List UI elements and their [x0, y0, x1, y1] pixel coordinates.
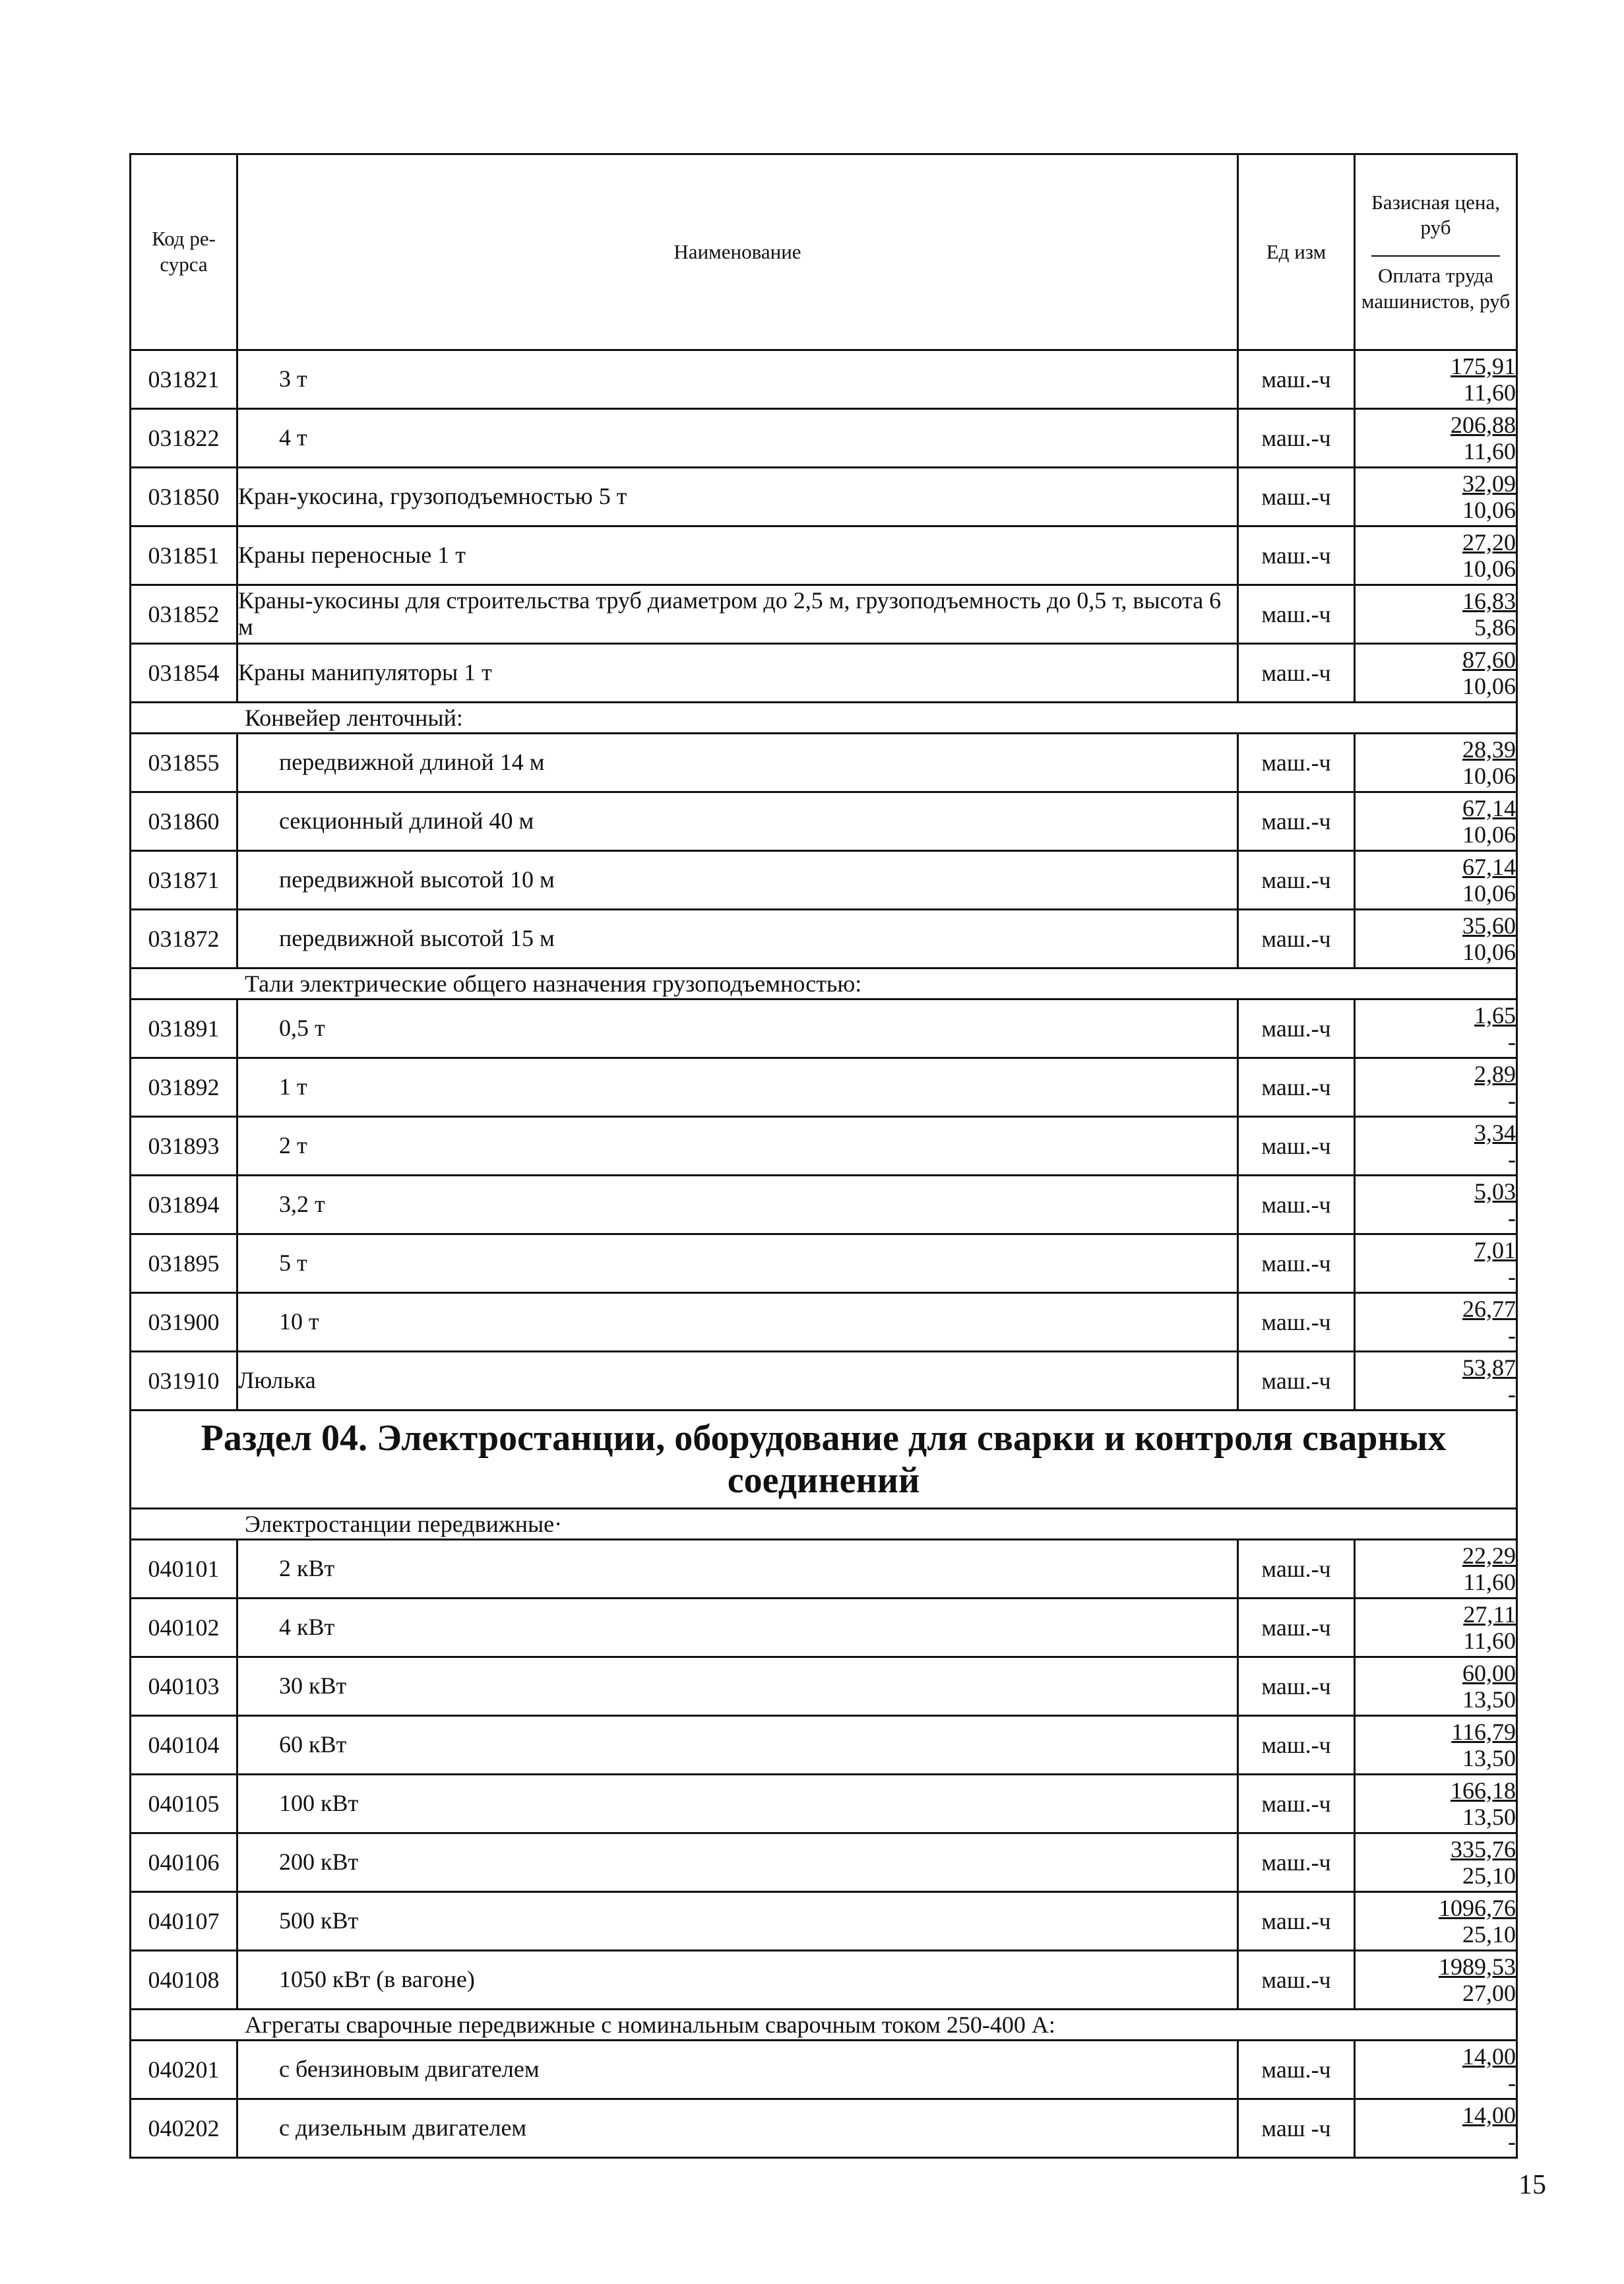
- table-row: [131, 468, 1517, 526]
- base-price: 1989,53: [1439, 1953, 1516, 1980]
- resource-code: 031910: [131, 1352, 237, 1411]
- resource-name: 2 кВт: [237, 1540, 1238, 1599]
- base-price: 14,00: [1462, 2101, 1516, 2128]
- unit-of-measure: маш.-ч: [1238, 1117, 1355, 1176]
- table-row: [131, 1716, 1517, 1775]
- operator-pay: 11,60: [1463, 379, 1516, 406]
- resource-name: передвижной высотой 10 м: [237, 851, 1238, 910]
- table-row: [131, 999, 1517, 1058]
- resource-code: 031821: [131, 350, 237, 409]
- group-heading: Агрегаты сварочные передвижные с номинальным сварочным током 250-400 А:: [131, 2010, 1517, 2041]
- resource-name: 100 кВт: [237, 1775, 1238, 1833]
- resource-name: Люлька: [237, 1352, 1238, 1411]
- unit-of-measure: маш.-ч: [1238, 910, 1355, 968]
- unit-of-measure: маш.-ч: [1238, 734, 1355, 792]
- resource-code: 031892: [131, 1058, 237, 1117]
- base-price: 1,65: [1474, 1001, 1516, 1029]
- table-row: [131, 910, 1517, 968]
- operator-pay: -: [1508, 1087, 1516, 1114]
- operator-pay: 10,06: [1462, 880, 1516, 906]
- group-heading-row: [131, 703, 1517, 734]
- operator-pay: 10,06: [1462, 939, 1516, 965]
- base-price: 1096,76: [1439, 1894, 1516, 1921]
- price-cell: [1355, 1833, 1517, 1892]
- operator-pay: 11,60: [1463, 438, 1516, 464]
- operator-pay: 5,86: [1474, 614, 1516, 641]
- table-row: [131, 1234, 1517, 1293]
- resource-code: 031894: [131, 1176, 237, 1234]
- unit-of-measure: маш.-ч: [1238, 585, 1355, 644]
- unit-of-measure: маш.-ч: [1238, 409, 1355, 468]
- base-price: 7,01: [1474, 1236, 1516, 1263]
- price-cell: [1355, 1352, 1517, 1411]
- table-header-row: [131, 154, 1517, 350]
- resource-code: 040103: [131, 1657, 237, 1716]
- operator-pay: 10,06: [1462, 673, 1516, 699]
- resource-code: 031895: [131, 1234, 237, 1293]
- table-row: [131, 1951, 1517, 2010]
- price-cell: [1355, 585, 1517, 644]
- table-row: [131, 1657, 1517, 1716]
- base-price: 166,18: [1451, 1777, 1516, 1804]
- price-cell: [1355, 468, 1517, 526]
- unit-of-measure: маш.-ч: [1238, 1540, 1355, 1599]
- base-price: 27,11: [1463, 1601, 1516, 1628]
- table-row: [131, 1892, 1517, 1951]
- resource-code: 040101: [131, 1540, 237, 1599]
- price-cell: [1355, 734, 1517, 792]
- group-heading: Конвейер ленточный:: [131, 703, 1517, 734]
- unit-of-measure: маш -ч: [1238, 2099, 1355, 2158]
- table-row: [131, 1117, 1517, 1176]
- table-row: [131, 526, 1517, 585]
- operator-pay: 13,50: [1462, 1804, 1516, 1830]
- resource-code: 031871: [131, 851, 237, 910]
- header-name: Наименование: [237, 154, 1238, 350]
- unit-of-measure: маш.-ч: [1238, 468, 1355, 526]
- price-cell: [1355, 1599, 1517, 1657]
- unit-of-measure: маш.-ч: [1238, 1058, 1355, 1117]
- operator-pay: 13,50: [1462, 1745, 1516, 1771]
- table-row: [131, 1833, 1517, 1892]
- header-price-base: Базисная цена, руб: [1371, 190, 1500, 257]
- resource-name: 60 кВт: [237, 1716, 1238, 1775]
- operator-pay: 11,60: [1463, 1569, 1516, 1595]
- price-cell: [1355, 2099, 1517, 2158]
- unit-of-measure: маш.-ч: [1238, 1951, 1355, 2010]
- unit-of-measure: маш.-ч: [1238, 1176, 1355, 1234]
- base-price: 3,34: [1474, 1119, 1516, 1146]
- operator-pay: -: [1508, 2070, 1516, 2096]
- operator-pay: -: [1508, 1322, 1516, 1348]
- unit-of-measure: маш.-ч: [1238, 2041, 1355, 2099]
- base-price: 2,89: [1474, 1060, 1516, 1087]
- resource-name: передвижной высотой 15 м: [237, 910, 1238, 968]
- resource-code: 040108: [131, 1951, 237, 2010]
- price-cell: [1355, 2041, 1517, 2099]
- base-price: 206,88: [1451, 411, 1516, 438]
- base-price: 14,00: [1462, 2043, 1516, 2070]
- unit-of-measure: маш.-ч: [1238, 1892, 1355, 1951]
- resource-code: 040106: [131, 1833, 237, 1892]
- operator-pay: -: [1508, 1205, 1516, 1231]
- resource-name: 1 т: [237, 1058, 1238, 1117]
- operator-pay: 10,06: [1462, 555, 1516, 582]
- resource-name: 2 т: [237, 1117, 1238, 1176]
- table-row: [131, 2099, 1517, 2158]
- resource-name: 500 кВт: [237, 1892, 1238, 1951]
- price-cell: [1355, 792, 1517, 851]
- operator-pay: -: [1508, 1381, 1516, 1407]
- resource-code: 031855: [131, 734, 237, 792]
- unit-of-measure: маш.-ч: [1238, 1833, 1355, 1892]
- resource-name: 30 кВт: [237, 1657, 1238, 1716]
- operator-pay: -: [1508, 1146, 1516, 1172]
- resource-code: 040104: [131, 1716, 237, 1775]
- resource-name: Краны-укосины для строительства труб диаметром до 2,5 м, грузоподъемность до 0,5 т, высота 6 м: [237, 585, 1238, 644]
- base-price: 335,76: [1451, 1835, 1516, 1862]
- resource-name: Краны переносные 1 т: [237, 526, 1238, 585]
- resource-code: 031851: [131, 526, 237, 585]
- operator-pay: -: [1508, 1263, 1516, 1290]
- unit-of-measure: маш.-ч: [1238, 526, 1355, 585]
- group-heading-row: [131, 968, 1517, 999]
- resource-name: передвижной длиной 14 м: [237, 734, 1238, 792]
- price-cell: [1355, 1058, 1517, 1117]
- header-price-pay: Оплата труда машинистов, руб: [1361, 264, 1511, 313]
- operator-pay: 10,06: [1462, 763, 1516, 789]
- price-cell: [1355, 350, 1517, 409]
- unit-of-measure: маш.-ч: [1238, 1352, 1355, 1411]
- group-heading: Электростанции передвижные·: [131, 1509, 1517, 1540]
- resource-name: 0,5 т: [237, 999, 1238, 1058]
- resource-name: с бензиновым двигателем: [237, 2041, 1238, 2099]
- price-cell: [1355, 526, 1517, 585]
- resource-code: 031854: [131, 644, 237, 703]
- operator-pay: 10,06: [1462, 821, 1516, 848]
- operator-pay: 13,50: [1462, 1686, 1516, 1713]
- operator-pay: 11,60: [1463, 1628, 1516, 1654]
- resource-price-table: [129, 153, 1518, 2159]
- price-cell: [1355, 1234, 1517, 1293]
- unit-of-measure: маш.-ч: [1238, 1657, 1355, 1716]
- resource-code: 031900: [131, 1293, 237, 1352]
- base-price: 26,77: [1462, 1295, 1516, 1322]
- table-row: [131, 409, 1517, 468]
- table-row: [131, 1599, 1517, 1657]
- operator-pay: 27,00: [1462, 1980, 1516, 2006]
- group-heading-row: [131, 2010, 1517, 2041]
- unit-of-measure: маш.-ч: [1238, 1716, 1355, 1775]
- header-unit: Ед изм: [1238, 154, 1355, 350]
- base-price: 53,87: [1462, 1354, 1516, 1381]
- operator-pay: 25,10: [1462, 1921, 1516, 1948]
- resource-code: 031852: [131, 585, 237, 644]
- table-row: [131, 851, 1517, 910]
- base-price: 35,60: [1462, 912, 1516, 939]
- group-heading-row: [131, 1509, 1517, 1540]
- table-body: [131, 350, 1517, 2158]
- resource-code: 031822: [131, 409, 237, 468]
- base-price: 16,83: [1462, 587, 1516, 614]
- price-cell: [1355, 1176, 1517, 1234]
- operator-pay: 25,10: [1462, 1862, 1516, 1889]
- base-price: 22,29: [1462, 1542, 1516, 1569]
- resource-code: 031872: [131, 910, 237, 968]
- resource-name: 4 кВт: [237, 1599, 1238, 1657]
- resource-name: 3,2 т: [237, 1176, 1238, 1234]
- price-cell: [1355, 910, 1517, 968]
- resource-code: 031850: [131, 468, 237, 526]
- resource-name: 1050 кВт (в вагоне): [237, 1951, 1238, 2010]
- operator-pay: -: [1508, 1029, 1516, 1055]
- resource-code: 040202: [131, 2099, 237, 2158]
- section-heading: Раздел 04. Электростанции, оборудование для сварки и контроля сварных соединений: [131, 1411, 1517, 1509]
- resource-name: Краны манипуляторы 1 т: [237, 644, 1238, 703]
- section-heading-row: [131, 1411, 1517, 1509]
- resource-name: 4 т: [237, 409, 1238, 468]
- price-cell: [1355, 1775, 1517, 1833]
- unit-of-measure: маш.-ч: [1238, 350, 1355, 409]
- resource-name: секционный длиной 40 м: [237, 792, 1238, 851]
- base-price: 5,03: [1474, 1178, 1516, 1205]
- table-row: [131, 734, 1517, 792]
- base-price: 27,20: [1462, 528, 1516, 555]
- table-row: [131, 1352, 1517, 1411]
- price-cell: [1355, 1293, 1517, 1352]
- resource-name: Кран-укосина, грузоподъемностью 5 т: [237, 468, 1238, 526]
- base-price: 32,09: [1462, 470, 1516, 497]
- base-price: 28,39: [1462, 736, 1516, 763]
- table-row: [131, 1293, 1517, 1352]
- resource-name: 200 кВт: [237, 1833, 1238, 1892]
- unit-of-measure: маш.-ч: [1238, 999, 1355, 1058]
- resource-name: 10 т: [237, 1293, 1238, 1352]
- operator-pay: 10,06: [1462, 497, 1516, 523]
- unit-of-measure: маш.-ч: [1238, 1234, 1355, 1293]
- page-number: 15: [1518, 2170, 1546, 2200]
- base-price: 67,14: [1462, 853, 1516, 880]
- table-row: [131, 1775, 1517, 1833]
- unit-of-measure: маш.-ч: [1238, 644, 1355, 703]
- price-cell: [1355, 851, 1517, 910]
- resource-name: 3 т: [237, 350, 1238, 409]
- table-row: [131, 1540, 1517, 1599]
- unit-of-measure: маш.-ч: [1238, 851, 1355, 910]
- resource-code: 031860: [131, 792, 237, 851]
- base-price: 67,14: [1462, 794, 1516, 821]
- base-price: 116,79: [1451, 1718, 1516, 1745]
- resource-code: 040201: [131, 2041, 237, 2099]
- table-row: [131, 644, 1517, 703]
- unit-of-measure: маш.-ч: [1238, 792, 1355, 851]
- table-row: [131, 585, 1517, 644]
- price-cell: [1355, 409, 1517, 468]
- table-row: [131, 1058, 1517, 1117]
- operator-pay: -: [1508, 2128, 1516, 2155]
- price-cell: [1355, 644, 1517, 703]
- base-price: 87,60: [1462, 646, 1516, 673]
- base-price: 60,00: [1462, 1659, 1516, 1686]
- base-price: 175,91: [1451, 352, 1516, 379]
- price-cell: [1355, 1540, 1517, 1599]
- unit-of-measure: маш.-ч: [1238, 1599, 1355, 1657]
- price-cell: [1355, 1951, 1517, 2010]
- table-row: [131, 1176, 1517, 1234]
- resource-name: с дизельным двигателем: [237, 2099, 1238, 2158]
- price-cell: [1355, 999, 1517, 1058]
- price-cell: [1355, 1716, 1517, 1775]
- group-heading: Тали электрические общего назначения грузоподъемностью:: [131, 968, 1517, 999]
- header-price: [1355, 154, 1517, 350]
- price-cell: [1355, 1892, 1517, 1951]
- table-row: [131, 350, 1517, 409]
- unit-of-measure: маш.-ч: [1238, 1775, 1355, 1833]
- resource-code: 031893: [131, 1117, 237, 1176]
- table-row: [131, 792, 1517, 851]
- resource-code: 031891: [131, 999, 237, 1058]
- table-row: [131, 2041, 1517, 2099]
- header-code: Код ре- сурса: [131, 154, 237, 350]
- price-cell: [1355, 1117, 1517, 1176]
- unit-of-measure: маш.-ч: [1238, 1293, 1355, 1352]
- resource-code: 040102: [131, 1599, 237, 1657]
- resource-code: 040107: [131, 1892, 237, 1951]
- resource-code: 040105: [131, 1775, 237, 1833]
- price-cell: [1355, 1657, 1517, 1716]
- resource-name: 5 т: [237, 1234, 1238, 1293]
